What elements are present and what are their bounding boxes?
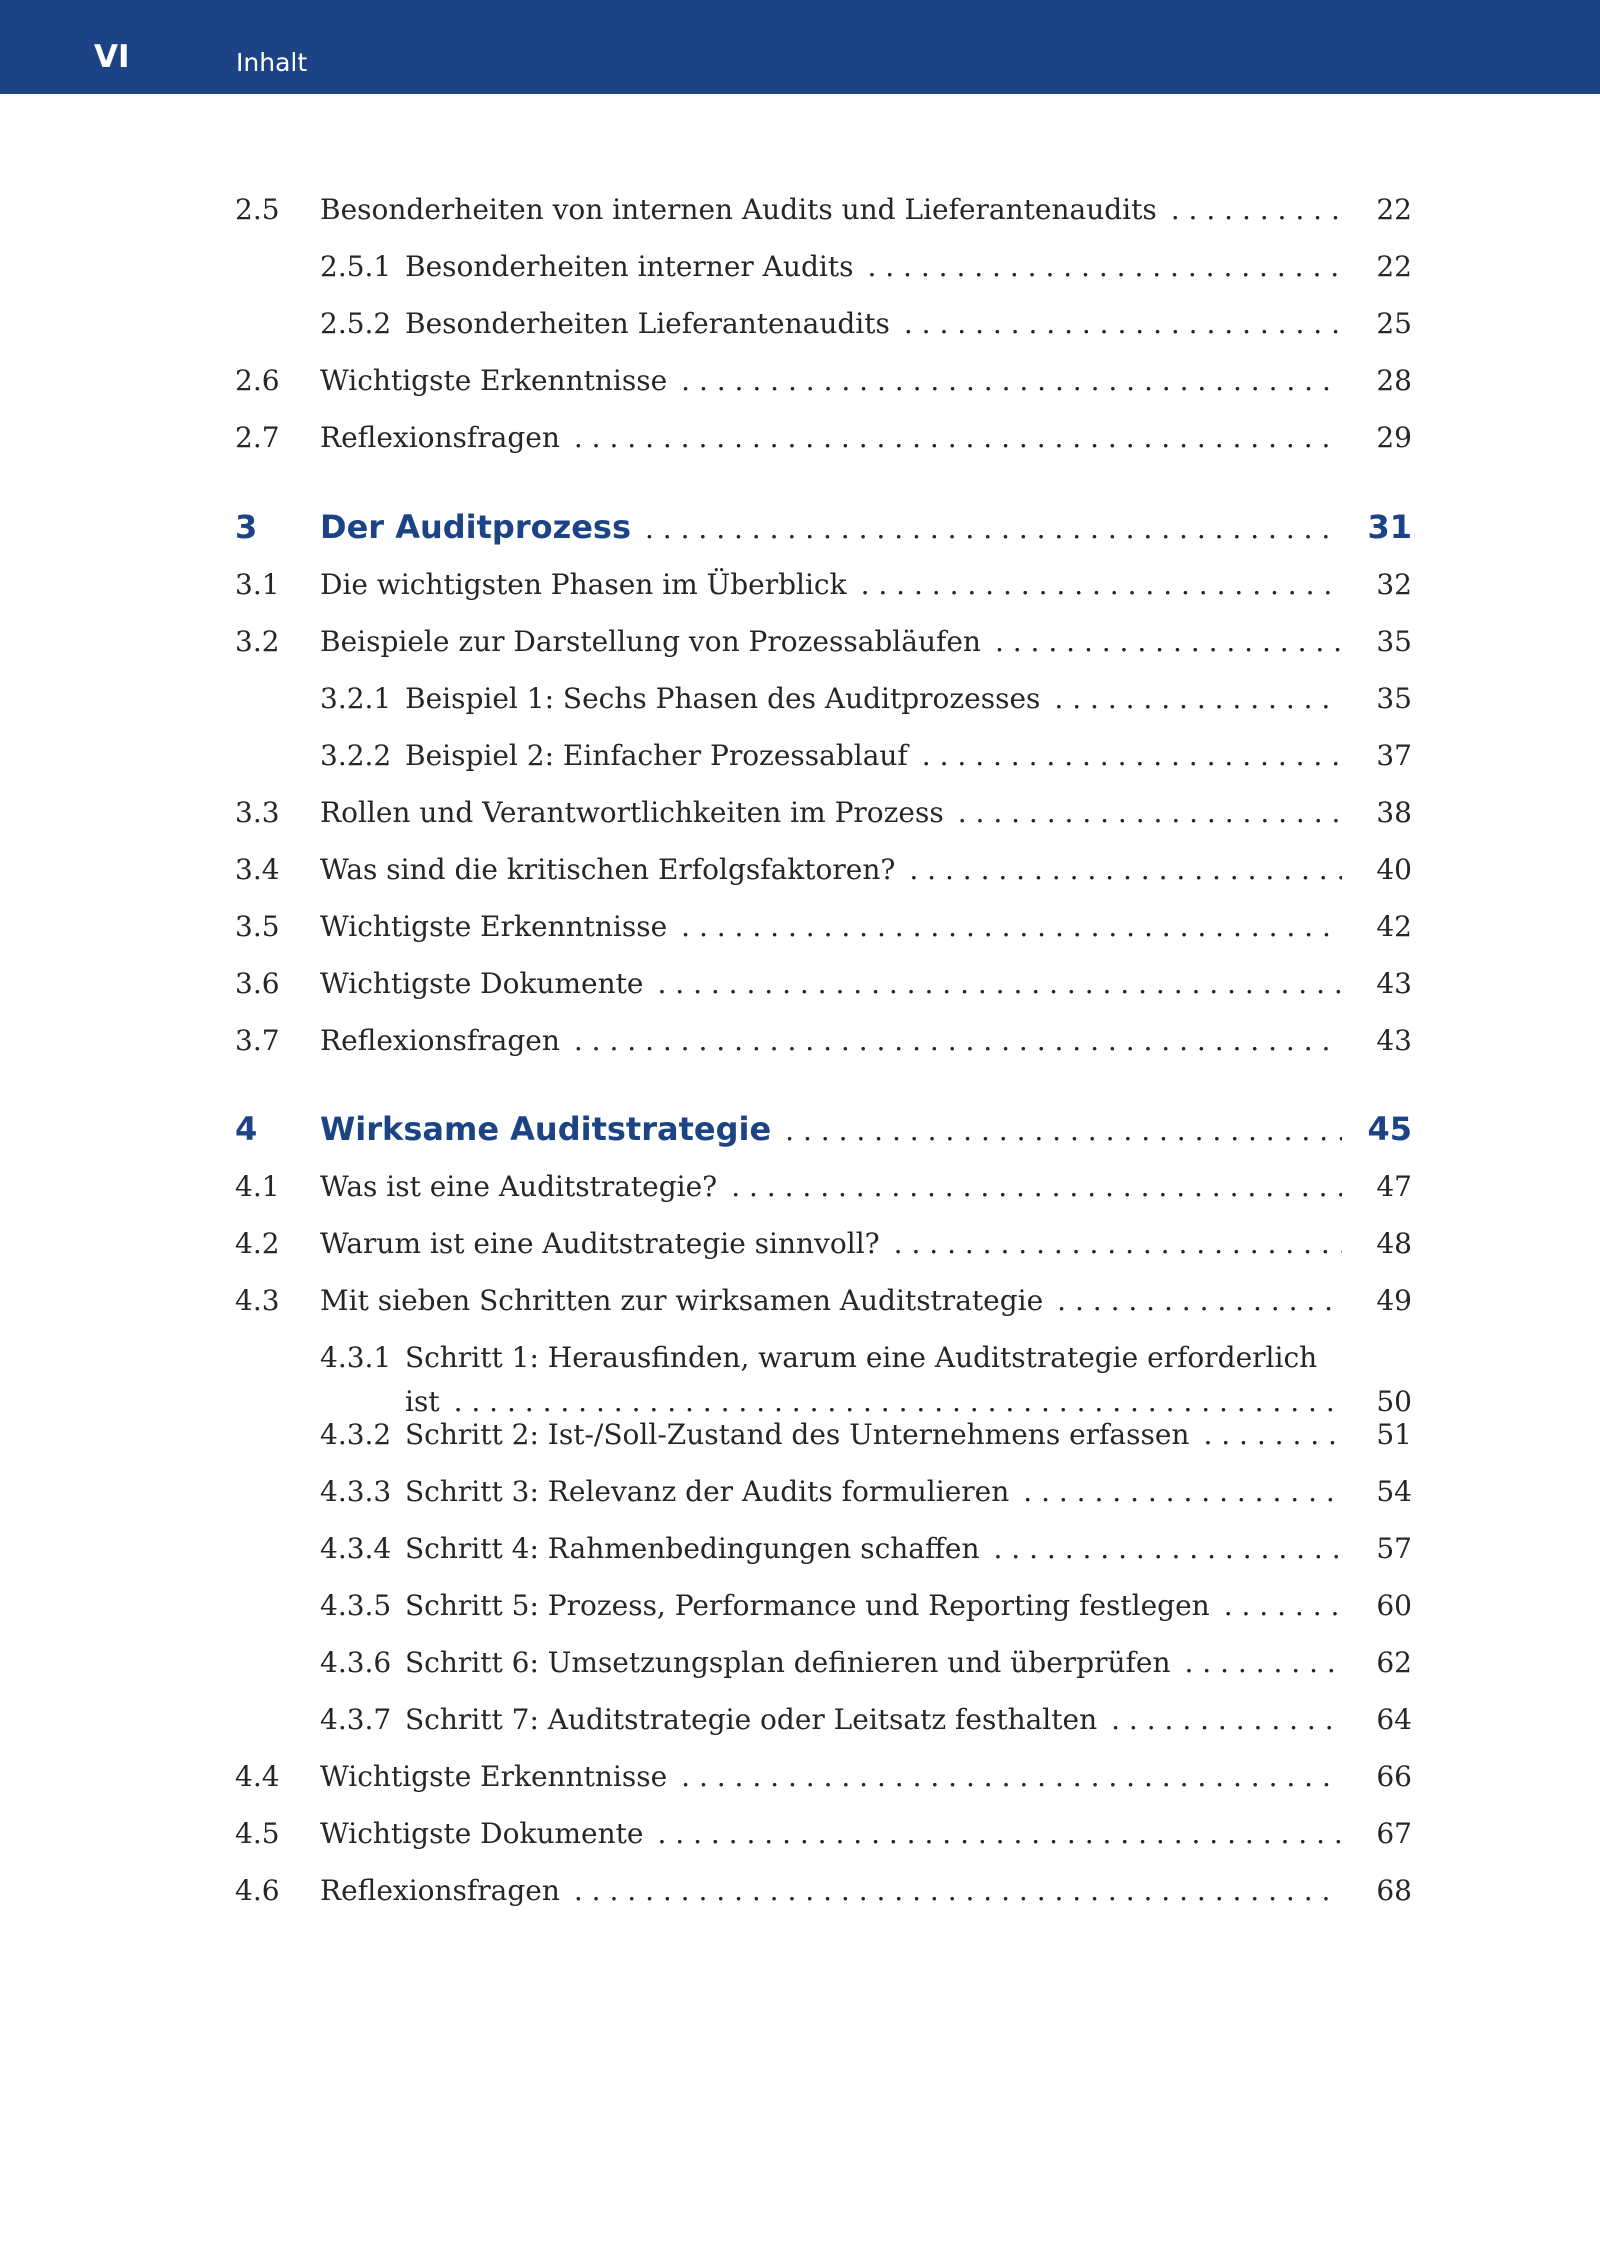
toc-page-number: 66 — [1376, 1760, 1412, 1793]
toc-number: 4.3.5 — [320, 1589, 392, 1622]
toc-page-number: 40 — [1376, 853, 1412, 886]
toc-entry-4-6 — [0, 1866, 1600, 1916]
toc-number: 2.6 — [235, 364, 280, 397]
toc-title-continuation: ist — [405, 1385, 440, 1418]
toc-number: 4.2 — [235, 1227, 280, 1260]
dot-leader — [1057, 1276, 1342, 1326]
toc-title: Wichtigste Dokumente — [320, 1817, 644, 1850]
toc-title-row — [320, 356, 1342, 406]
toc-title: Schritt 3: Relevanz der Audits formulieren — [405, 1475, 1010, 1508]
toc-title-row — [320, 1162, 1342, 1212]
toc-entry-3-2-2 — [0, 731, 1600, 781]
toc-title-row — [320, 1104, 1342, 1154]
toc-title-row — [320, 845, 1342, 895]
toc-title: Wichtigste Erkenntnisse — [320, 910, 668, 943]
toc-page-number: 54 — [1376, 1475, 1412, 1508]
dot-leader — [574, 413, 1342, 463]
toc-title: Schritt 1: Herausfinden, warum eine Auditstrategie erforderlich — [405, 1341, 1318, 1374]
toc-number: 4.3.1 — [320, 1341, 392, 1374]
toc-title: Schritt 5: Prozess, Performance und Reporting festlegen — [405, 1589, 1210, 1622]
toc-entry-2-7 — [0, 413, 1600, 463]
dot-leader — [657, 1809, 1342, 1859]
toc-title-row — [320, 560, 1342, 610]
toc-number: 2.5 — [235, 193, 280, 226]
toc-number: 4.3.4 — [320, 1532, 392, 1565]
dot-leader — [657, 959, 1342, 1009]
dot-leader — [574, 1016, 1342, 1066]
toc-page-number: 43 — [1376, 967, 1412, 1000]
toc-title-row — [320, 185, 1342, 235]
toc-title: Was sind die kritischen Erfolgsfaktoren? — [320, 853, 896, 886]
toc-entry-2-5-2 — [0, 299, 1600, 349]
dot-leader — [867, 242, 1342, 292]
toc-page-number: 42 — [1376, 910, 1412, 943]
toc-title: Rollen und Verantwortlichkeiten im Prozess — [320, 796, 944, 829]
toc-entry-4-3-7 — [0, 1695, 1600, 1745]
toc-title: Besonderheiten Lieferantenaudits — [405, 307, 890, 340]
toc-title: Beispiele zur Darstellung von Prozessabläufen — [320, 625, 981, 658]
toc-entry-3-3 — [0, 788, 1600, 838]
toc-title: Wichtigste Erkenntnisse — [320, 1760, 668, 1793]
toc-page-number: 32 — [1376, 568, 1412, 601]
toc-title-row — [405, 299, 1342, 349]
toc-title-row — [320, 1276, 1342, 1326]
toc-page-number: 43 — [1376, 1024, 1412, 1057]
toc-entry-4-1 — [0, 1162, 1600, 1212]
toc-entry-2-5-1 — [0, 242, 1600, 292]
toc-number: 4.3.2 — [320, 1418, 392, 1451]
toc-title-row — [320, 1866, 1342, 1916]
toc-title: Die wichtigsten Phasen im Überblick — [320, 568, 847, 601]
dot-leader — [994, 1524, 1343, 1574]
page-number: VI — [94, 39, 130, 75]
toc-page-number: 64 — [1376, 1703, 1412, 1736]
toc-page-number: 45 — [1367, 1110, 1412, 1148]
toc-entry-3-2-1 — [0, 674, 1600, 724]
toc-title-row — [405, 1410, 1342, 1460]
toc-number: 4.1 — [235, 1170, 280, 1203]
toc-title: Reflexionsfragen — [320, 1874, 560, 1907]
dot-leader — [995, 617, 1342, 667]
toc-entry-3-6 — [0, 959, 1600, 1009]
dot-leader — [785, 1106, 1342, 1154]
toc-page-number: 62 — [1376, 1646, 1412, 1679]
toc-page-number: 60 — [1376, 1589, 1412, 1622]
toc-number: 3.1 — [235, 568, 280, 601]
toc-entry-3-1 — [0, 560, 1600, 610]
dot-leader — [958, 788, 1342, 838]
toc-title: Schritt 6: Umsetzungsplan definieren und überprüfen — [405, 1646, 1171, 1679]
toc-number: 3.5 — [235, 910, 280, 943]
toc-title-row — [320, 1752, 1342, 1802]
toc-page-number: 51 — [1376, 1418, 1412, 1451]
toc-entry-3-4 — [0, 845, 1600, 895]
toc-page-number: 68 — [1376, 1874, 1412, 1907]
toc-title: Wichtigste Erkenntnisse — [320, 364, 668, 397]
toc-title: Schritt 2: Ist-/Soll-Zustand des Unternehmens erfassen — [405, 1418, 1190, 1451]
toc-page-number: 48 — [1376, 1227, 1412, 1260]
toc-title-row — [320, 617, 1342, 667]
toc-title: Warum ist eine Auditstrategie sinnvoll? — [320, 1227, 880, 1260]
dot-leader — [1224, 1581, 1342, 1631]
toc-title-row — [320, 1809, 1342, 1859]
toc-number: 4.3.3 — [320, 1475, 392, 1508]
toc-entry-3 — [0, 502, 1600, 552]
toc-page-number: 49 — [1376, 1284, 1412, 1317]
toc-entry-4-5 — [0, 1809, 1600, 1859]
toc-number: 4 — [235, 1110, 258, 1148]
dot-leader — [909, 845, 1342, 895]
toc-number: 4.4 — [235, 1760, 280, 1793]
dot-leader — [922, 731, 1342, 781]
toc-number: 2.5.2 — [320, 307, 392, 340]
toc-title-row — [405, 1581, 1342, 1631]
toc-title: Beispiel 2: Einfacher Prozessablauf — [405, 739, 908, 772]
toc-title-row — [405, 242, 1342, 292]
toc-title-row — [405, 674, 1342, 724]
toc-entry-4-3-4 — [0, 1524, 1600, 1574]
toc-page-number: 25 — [1376, 307, 1412, 340]
toc-page-number: 57 — [1376, 1532, 1412, 1565]
toc-title-row — [405, 1524, 1342, 1574]
toc-number: 4.3.6 — [320, 1646, 392, 1679]
toc-number: 4.3 — [235, 1284, 280, 1317]
toc-title: Beispiel 1: Sechs Phasen des Auditprozesses — [405, 682, 1041, 715]
toc-page-number: 50 — [1376, 1385, 1412, 1418]
toc-title: Was ist eine Auditstrategie? — [320, 1170, 718, 1203]
dot-leader — [1054, 674, 1342, 724]
toc-number: 3.4 — [235, 853, 280, 886]
toc-entry-4-3-6 — [0, 1638, 1600, 1688]
dot-leader — [1184, 1638, 1342, 1688]
toc-title-row — [405, 1638, 1342, 1688]
toc-page-number: 35 — [1376, 682, 1412, 715]
dot-leader — [894, 1219, 1342, 1269]
toc-page-number: 37 — [1376, 739, 1412, 772]
toc-title-row — [320, 788, 1342, 838]
toc-number: 3.2 — [235, 625, 280, 658]
toc-page-number: 29 — [1376, 421, 1412, 454]
toc-entry-4-3-3 — [0, 1467, 1600, 1517]
toc-number: 3.2.2 — [320, 739, 392, 772]
toc-number: 4.5 — [235, 1817, 280, 1850]
toc-entry-3-2 — [0, 617, 1600, 667]
toc-entry-4-2 — [0, 1219, 1600, 1269]
toc-number: 2.7 — [235, 421, 280, 454]
toc-entry-2-5 — [0, 185, 1600, 235]
dot-leader — [681, 356, 1342, 406]
toc-number: 3 — [235, 508, 258, 546]
toc-title-row — [320, 413, 1342, 463]
toc-number: 3.3 — [235, 796, 280, 829]
dot-leader — [681, 1752, 1342, 1802]
toc-title-row — [405, 1467, 1342, 1517]
dot-leader — [1023, 1467, 1342, 1517]
toc-entry-4-4 — [0, 1752, 1600, 1802]
toc-number: 3.6 — [235, 967, 280, 1000]
toc-title-row — [320, 502, 1342, 552]
dot-leader — [861, 560, 1342, 610]
toc-page-number: 47 — [1376, 1170, 1412, 1203]
toc-title: Besonderheiten von internen Audits und Lieferantenaudits — [320, 193, 1157, 226]
toc-number: 4.6 — [235, 1874, 280, 1907]
toc-page-number: 28 — [1376, 364, 1412, 397]
toc-title: Wirksame Auditstrategie — [320, 1110, 772, 1148]
toc-title: Der Auditprozess — [320, 508, 631, 546]
toc-title-row — [405, 1695, 1342, 1745]
toc-title-row — [320, 1219, 1342, 1269]
dot-leader — [1203, 1410, 1342, 1460]
page-header — [0, 0, 1600, 94]
dot-leader — [904, 299, 1342, 349]
toc-entry-4-3 — [0, 1276, 1600, 1326]
toc-title-row — [320, 902, 1342, 952]
toc-number: 3.2.1 — [320, 682, 392, 715]
toc-entry-4 — [0, 1104, 1600, 1154]
toc-page-number: 31 — [1367, 508, 1412, 546]
header-title: Inhalt — [236, 48, 308, 77]
toc-page-number: 35 — [1376, 625, 1412, 658]
toc-page-number: 38 — [1376, 796, 1412, 829]
toc-title: Besonderheiten interner Audits — [405, 250, 854, 283]
toc-entry-2-6 — [0, 356, 1600, 406]
toc-entry-4-3-5 — [0, 1581, 1600, 1631]
toc-number: 4.3.7 — [320, 1703, 392, 1736]
dot-leader — [645, 504, 1342, 552]
toc-title: Wichtigste Dokumente — [320, 967, 644, 1000]
toc-entry-3-5 — [0, 902, 1600, 952]
toc-page-number: 22 — [1376, 250, 1412, 283]
dot-leader — [1111, 1695, 1342, 1745]
toc-title: Schritt 7: Auditstrategie oder Leitsatz festhalten — [405, 1703, 1098, 1736]
toc-page-number: 67 — [1376, 1817, 1412, 1850]
dot-leader — [1171, 185, 1342, 235]
toc-number: 2.5.1 — [320, 250, 392, 283]
toc-title: Reflexionsfragen — [320, 1024, 560, 1057]
toc-title-row — [320, 959, 1342, 1009]
toc-page-number: 22 — [1376, 193, 1412, 226]
toc-entry-3-7 — [0, 1016, 1600, 1066]
dot-leader — [731, 1162, 1342, 1212]
dot-leader — [574, 1866, 1342, 1916]
toc-title: Reflexionsfragen — [320, 421, 560, 454]
toc-number: 3.7 — [235, 1024, 280, 1057]
dot-leader — [681, 902, 1342, 952]
toc-entry-4-3-2 — [0, 1410, 1600, 1460]
toc-title-row — [320, 1016, 1342, 1066]
toc-title-row — [405, 731, 1342, 781]
toc-title: Schritt 4: Rahmenbedingungen schaffen — [405, 1532, 980, 1565]
toc-title: Mit sieben Schritten zur wirksamen Auditstrategie — [320, 1284, 1044, 1317]
